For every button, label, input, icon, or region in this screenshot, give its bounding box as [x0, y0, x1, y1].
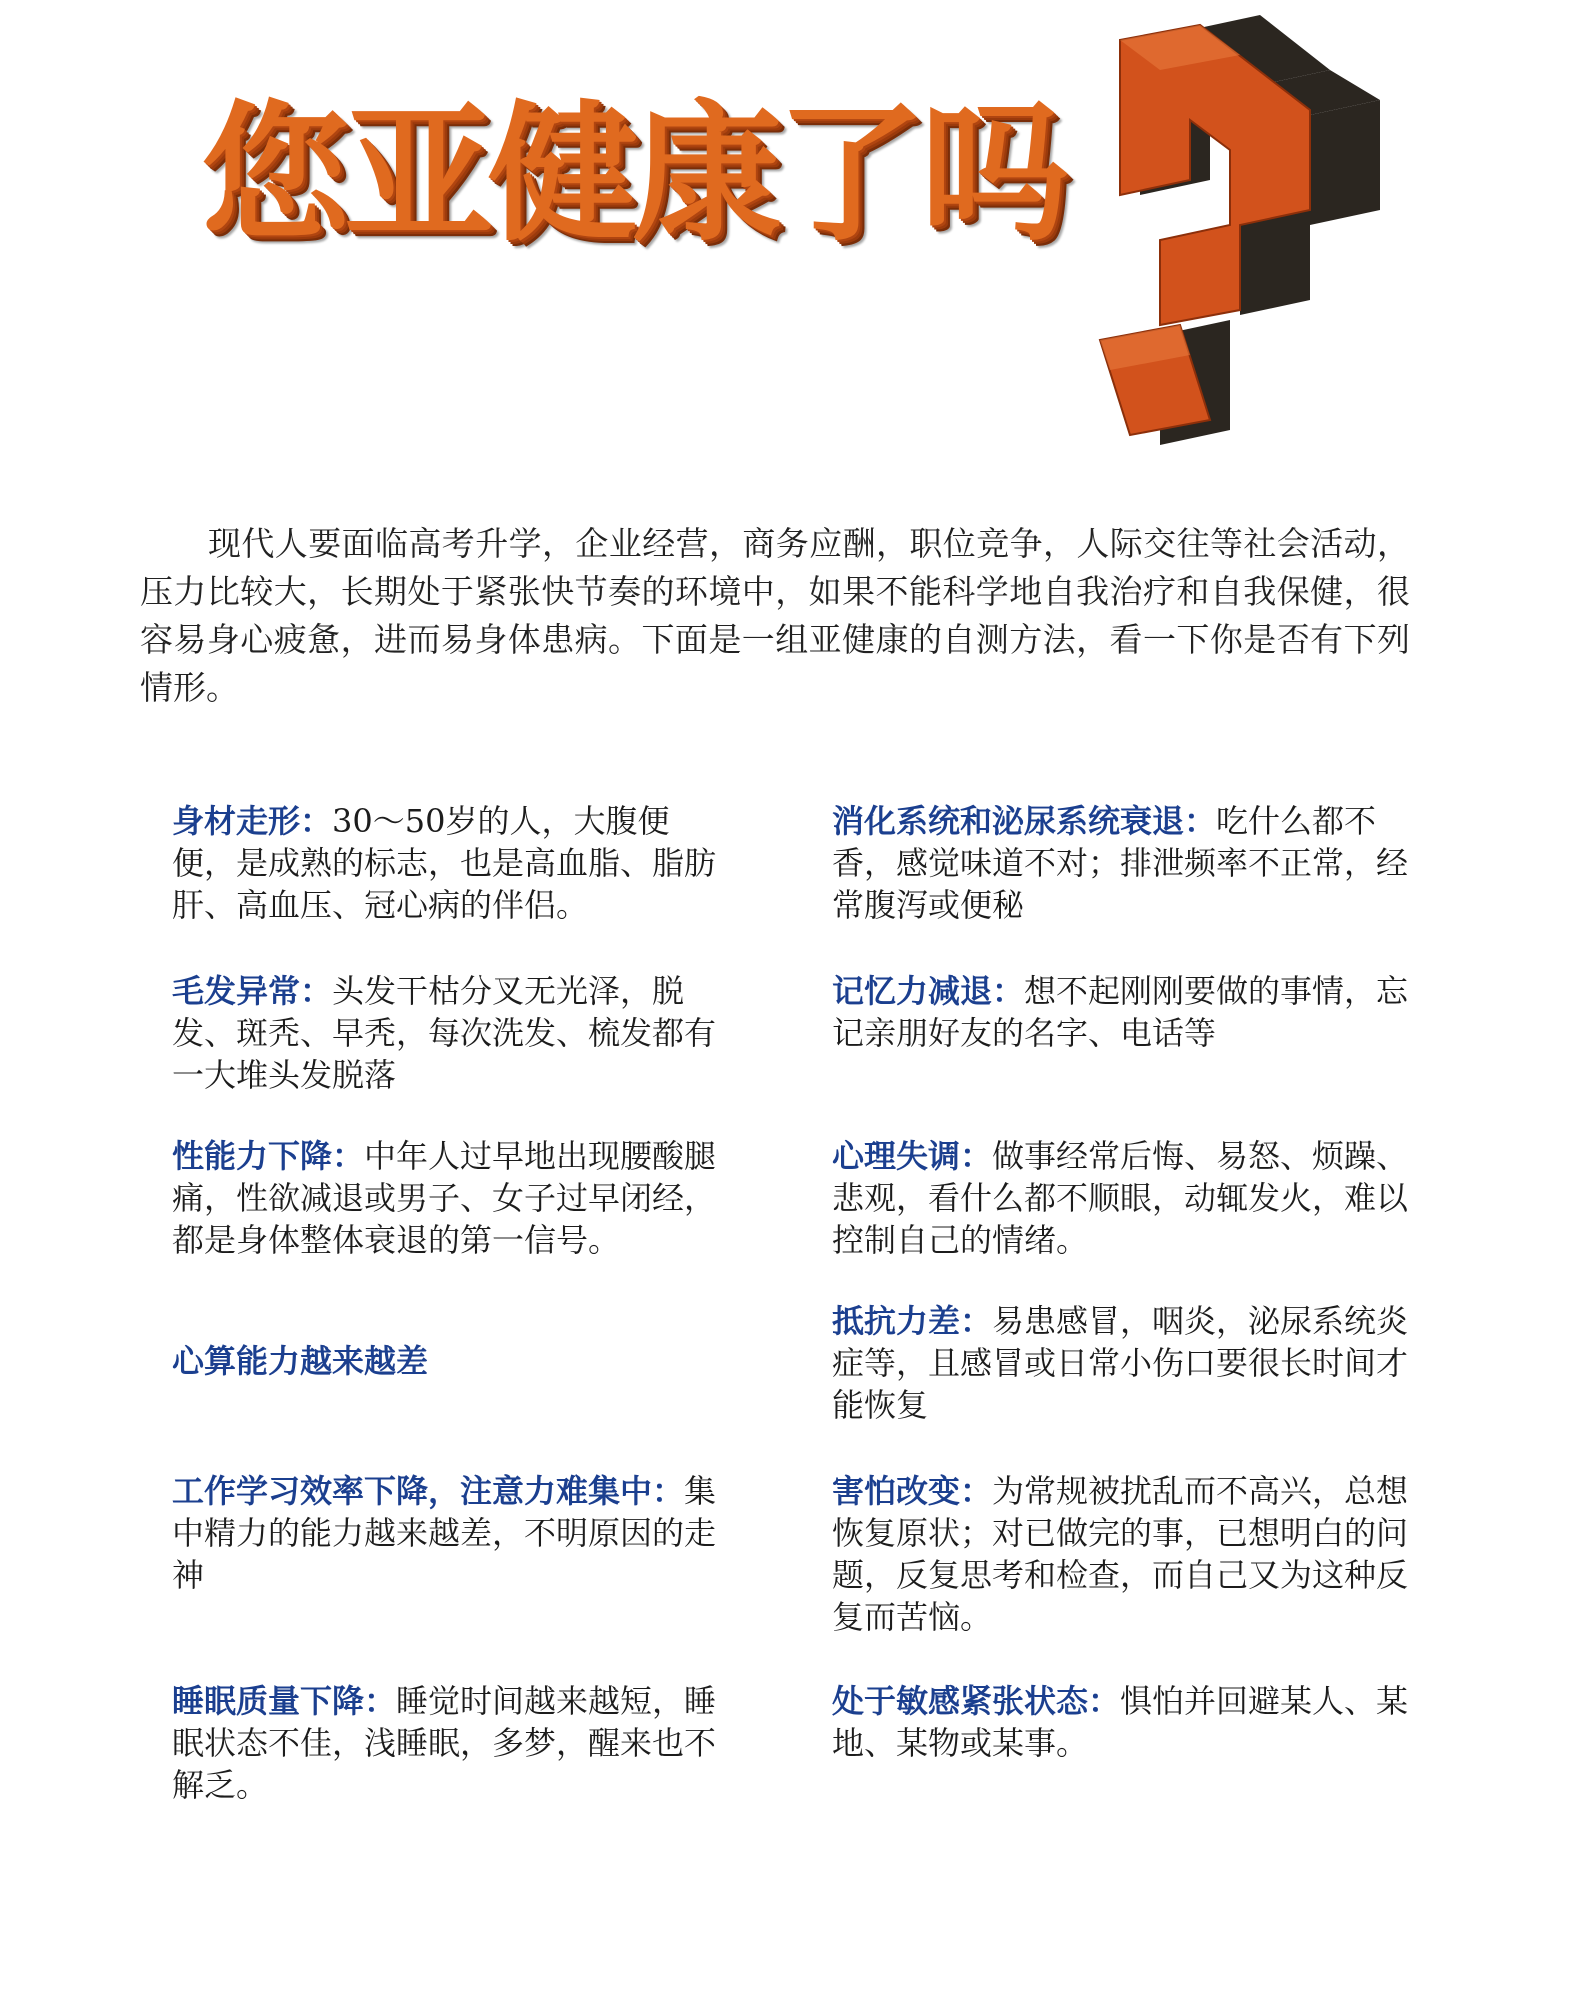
symptom-text: 吃什么都不香，感觉味道不对；排泄频率不正常，经常腹泻或便秘 [832, 802, 1409, 924]
symptom-heading: 害怕改变： [832, 1472, 993, 1510]
symptom-text: 集中精力的能力越来越差，不明原因的走神 [172, 1472, 717, 1594]
intro-paragraph: 现代人要面临高考升学，企业经营，商务应酬，职位竞争，人际交往等社会活动，压力比较大，长期处于紧张快节奏的环境中，如果不能科学地自我治疗和自我保健，很容易身心疲惫，进而易身体患病。下面是一组亚健康的自测方法，看一下你是否有下列情形。 [140, 524, 1410, 707]
symptom-item [832, 1300, 1422, 1426]
symptom-text: 30～50岁的人，大腹便便，是成熟的标志，也是高血脂、脂肪肝、高血压、冠心病的伴侣。 [172, 802, 717, 924]
symptom-text: 易患感冒，咽炎，泌尿系统炎症等，且感冒或日常小伤口要很长时间才能恢复 [832, 1302, 1409, 1424]
symptom-heading: 抵抗力差： [832, 1302, 993, 1340]
symptom-text: 做事经常后悔、易怒、烦躁、悲观，看什么都不顺眼，动辄发火，难以控制自己的情绪。 [832, 1137, 1409, 1259]
symptom-text: 睡觉时间越来越短，睡眠状态不佳，浅睡眠，多梦，醒来也不解乏。 [172, 1682, 717, 1804]
symptom-text: 惧怕并回避某人、某地、某物或某事。 [832, 1682, 1409, 1762]
symptom-text: 中年人过早地出现腰酸腿痛，性欲减退或男子、女子过早闭经，都是身体整体衰退的第一信号。 [172, 1137, 717, 1259]
symptom-heading: 心算能力越来越差 [172, 1342, 429, 1380]
symptom-item [172, 1680, 732, 1806]
symptom-text: 为常规被扰乱而不高兴，总想恢复原状；对已做完的事，已想明白的问题，反复思考和检查，而自己又为这种反复而苦恼。 [832, 1472, 1409, 1636]
symptom-heading: 记忆力减退： [832, 972, 1025, 1010]
symptom-heading: 毛发异常： [172, 972, 333, 1010]
symptom-item [832, 1470, 1422, 1638]
symptom-heading: 工作学习效率下降，注意力难集中： [172, 1472, 685, 1510]
symptom-item [172, 1135, 732, 1261]
3d-question-mark-icon [1040, 10, 1440, 470]
symptom-item [172, 1340, 732, 1382]
symptom-item [832, 1680, 1422, 1764]
symptom-text: 头发干枯分叉无光泽，脱发、斑秃、早秃，每次洗发、梳发都有一大堆头发脱落 [172, 972, 717, 1094]
page-title: 您亚健康了吗 [200, 88, 1065, 262]
symptom-item [832, 1135, 1422, 1261]
symptom-item [172, 800, 732, 926]
symptom-heading: 睡眠质量下降： [172, 1682, 397, 1720]
symptom-text: 想不起刚刚要做的事情，忘记亲朋好友的名字、电话等 [832, 972, 1409, 1052]
symptom-heading: 性能力下降： [172, 1137, 365, 1175]
symptom-heading: 处于敏感紧张状态： [832, 1682, 1121, 1720]
symptom-heading: 消化系统和泌尿系统衰退： [832, 802, 1217, 840]
symptom-item [832, 970, 1422, 1054]
symptom-item [172, 970, 732, 1096]
symptom-heading: 心理失调： [832, 1137, 993, 1175]
symptom-item [172, 1470, 732, 1596]
symptom-heading: 身材走形： [172, 802, 333, 840]
symptom-item [832, 800, 1422, 926]
